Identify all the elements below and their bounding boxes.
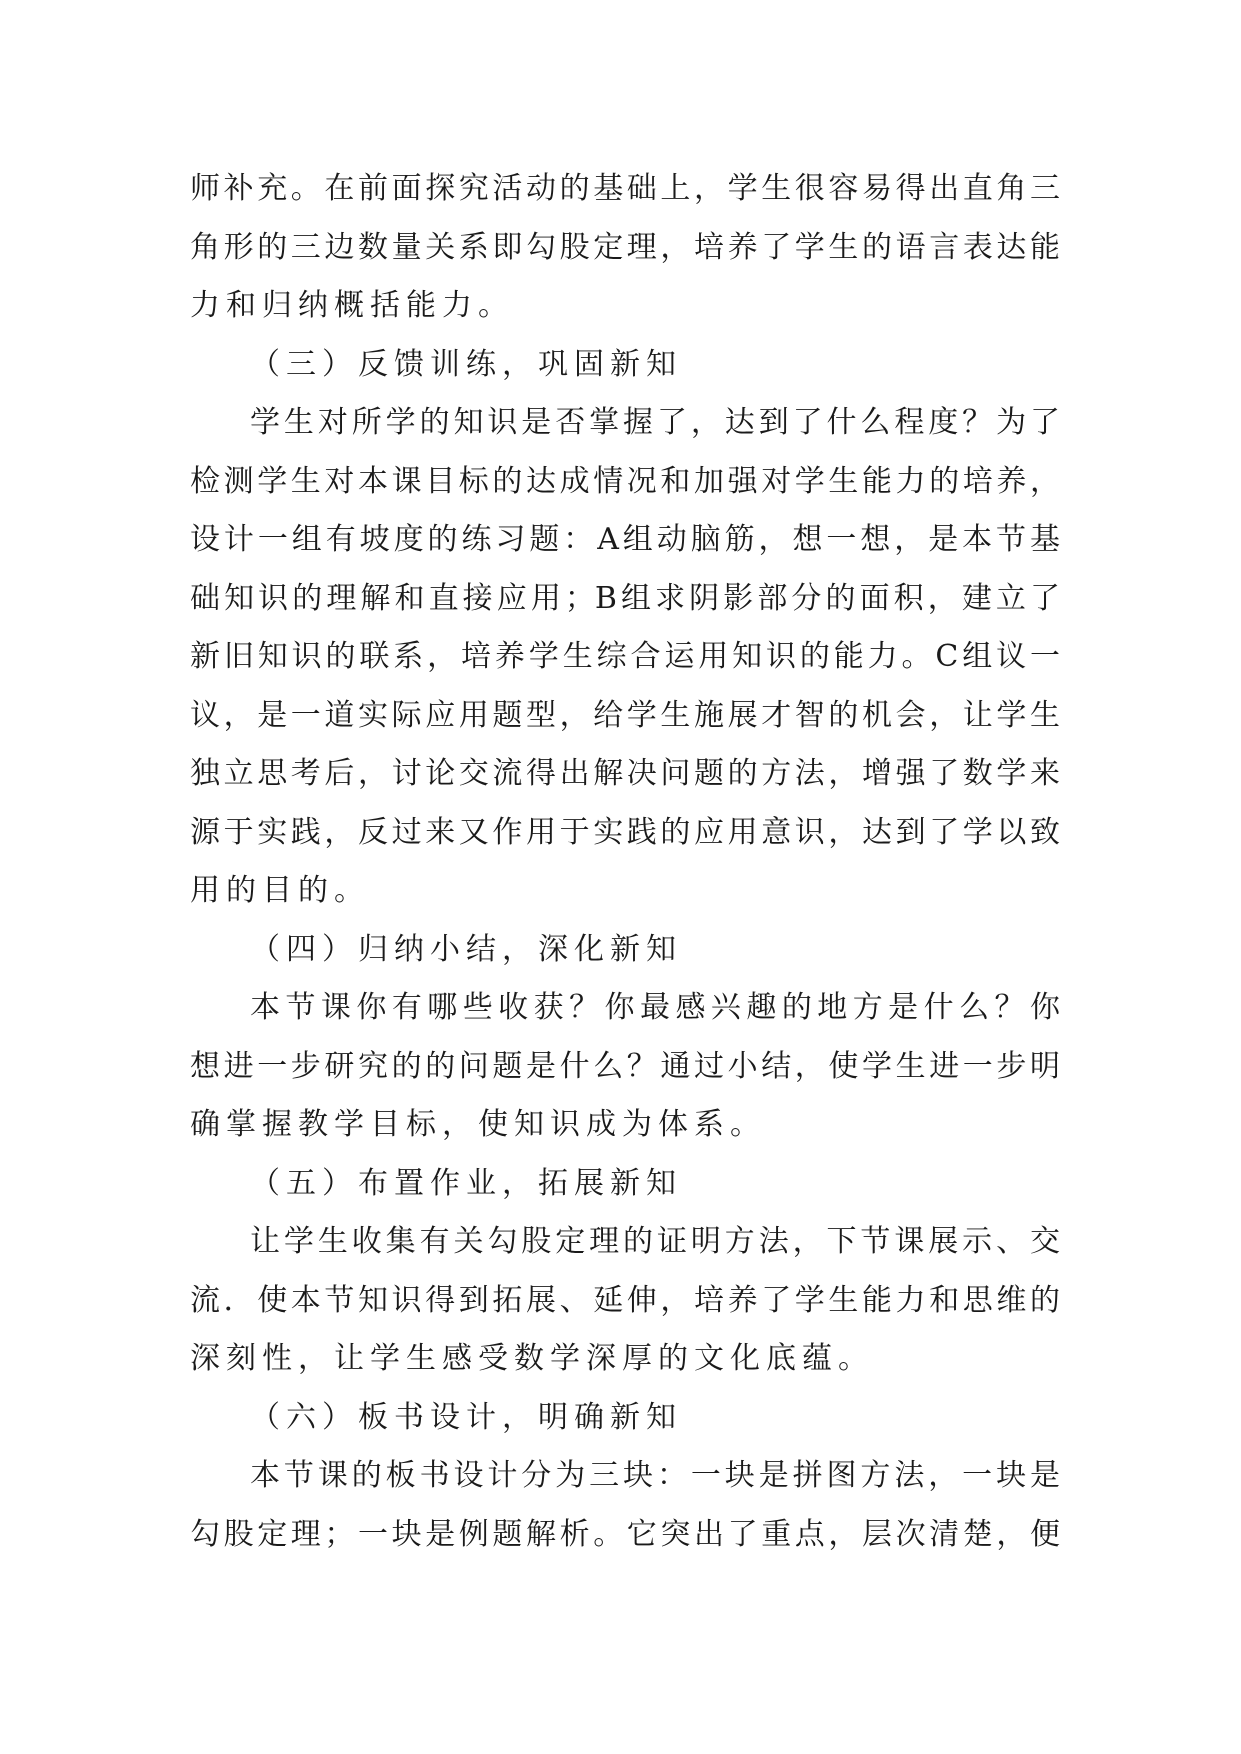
section-heading-5: （五）布置作业，拓展新知 [250,1165,682,1201]
text-line: 议，是一道实际应用题型，给学生施展才智的机会，让学生 [190,697,1060,733]
text-line: 角形的三边数量关系即勾股定理，培养了学生的语言表达能 [190,229,1060,265]
section-heading-3: （三）反馈训练，巩固新知 [250,346,682,382]
text-line: 想进一步研究的的问题是什么？通过小结，使学生进一步明 [190,1048,1060,1084]
text-line: 流．使本节知识得到拓展、延伸，培养了学生能力和思维的 [190,1282,1060,1318]
text-line: 用的目的。 [190,873,370,908]
paragraph-first-line: 学生对所学的知识是否掌握了，达到了什么程度？为了 [250,405,1060,440]
section-heading-4: （四）归纳小结，深化新知 [250,931,682,967]
text-line: 检测学生对本课目标的达成情况和加强对学生能力的培养， [190,463,1060,499]
section-heading-6: （六）板书设计，明确新知 [250,1399,682,1435]
paragraph-first-line: 本节课的板书设计分为三块：一块是拼图方法，一块是 [250,1458,1060,1493]
text-line: 源于实践，反过来又作用于实践的应用意识，达到了学以致 [190,814,1060,850]
paragraph-first-line: 让学生收集有关勾股定理的证明方法，下节课展示、交 [250,1224,1060,1259]
text-line: 勾股定理；一块是例题解析。它突出了重点，层次清楚，便 [190,1516,1060,1552]
text-line: 力和归纳概括能力。 [190,288,514,323]
text-line: 深刻性，让学生感受数学深厚的文化底蕴。 [190,1341,874,1376]
text-line: 础知识的理解和直接应用；B组求阴影部分的面积，建立了 [190,580,1060,616]
paragraph-first-line: 本节课你有哪些收获？你最感兴趣的地方是什么？你 [250,990,1060,1025]
text-line: 师补充。在前面探究活动的基础上，学生很容易得出直角三 [190,171,1060,206]
text-line: 确掌握教学目标，使知识成为体系。 [190,1107,766,1142]
text-line: 设计一组有坡度的练习题：A组动脑筋，想一想，是本节基 [190,522,1060,557]
document-body [190,160,1060,1564]
text-line: 新旧知识的联系，培养学生综合运用知识的能力。C组议一 [190,639,1060,674]
text-line: 独立思考后，讨论交流得出解决问题的方法，增强了数学来 [190,756,1060,791]
